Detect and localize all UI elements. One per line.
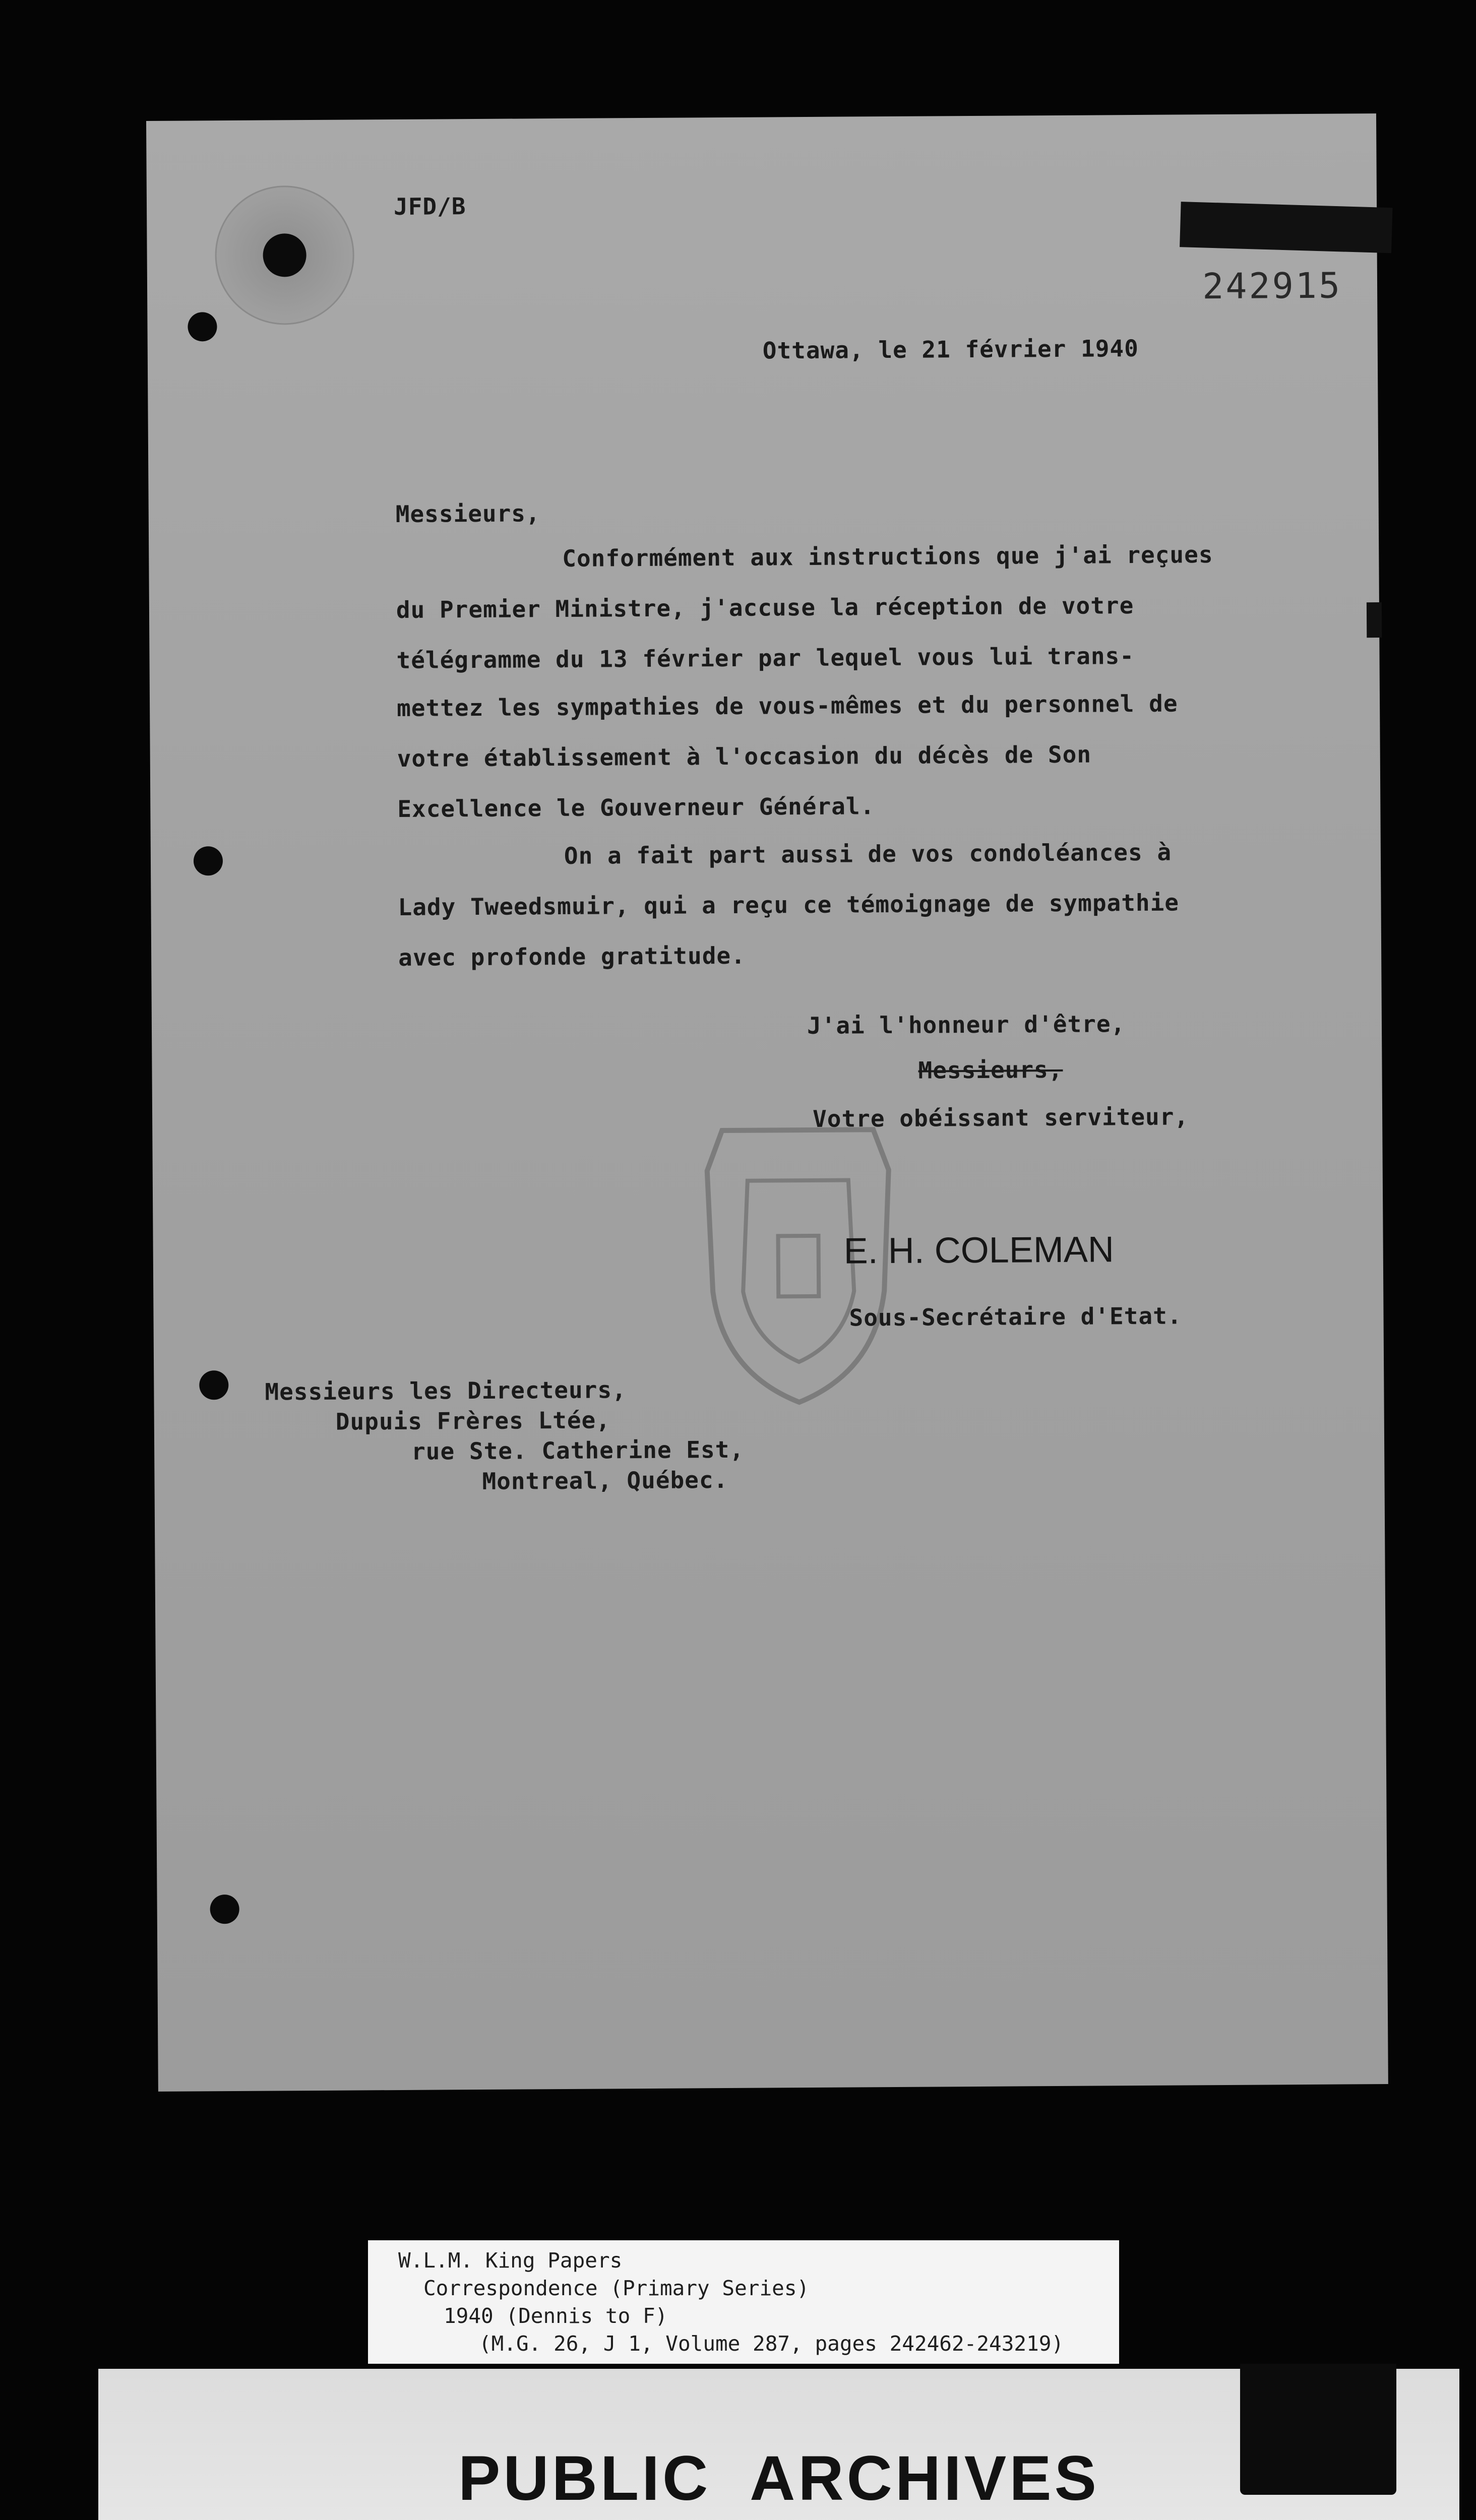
body-line: Excellence le Gouverneur Général. [397,792,875,823]
address-line: Messieurs les Directeurs, [265,1376,627,1406]
punch-hole-reinforcer [215,185,355,325]
body-line: du Premier Ministre, j'accuse la réception de votre [396,592,1134,623]
black-tab [1180,202,1392,253]
salutation: Messieurs, [395,499,540,528]
body-line: Conformément aux instructions que j'ai reçues [562,541,1213,572]
punch-hole [199,1370,228,1400]
body-line: avec profonde gratitude. [398,941,746,971]
archive-label-card [368,2240,1119,2364]
body-line: télégramme du 13 février par lequel vous lui trans- [396,642,1135,674]
date-line: Ottawa, le 21 février 1940 [762,334,1139,364]
archive-label-line: Correspondence (Primary Series) [423,2276,810,2300]
page-stamp-number: 242915 [1202,265,1342,307]
address-line: Montreal, Québec. [482,1466,728,1495]
body-line: On a fait part aussi de vos condoléances à [564,838,1172,869]
banner-title-english: PUBLIC ARCHIVES [458,2443,1100,2513]
address-line: rue Ste. Catherine Est, [411,1435,745,1465]
address-line: Dupuis Frères Ltée, [335,1406,611,1435]
signature-name-stamp: E. H. COLEMAN [843,1229,1115,1272]
reference-code: JFD/B [393,193,466,221]
letter-page [146,113,1388,2092]
punch-hole [188,312,217,341]
body-line: votre établissement à l'occasion du décès de Son [397,740,1092,772]
punch-hole [210,1895,239,1924]
edge-notch [1367,602,1382,638]
closing-line: Votre obéissant serviteur, [812,1103,1189,1132]
body-line: Lady Tweedsmuir, qui a reçu ce témoignage de sympathie [398,889,1180,921]
archive-label-line: 1940 (Dennis to F) [444,2304,668,2328]
archive-label-line: W.L.M. King Papers [398,2248,623,2273]
archive-label-line: (M.G. 26, J 1, Volume 287, pages 242462-243219) [479,2332,1064,2356]
punch-hole [263,233,306,277]
black-clip [1240,2364,1396,2495]
punch-hole [194,846,223,875]
body-line: mettez les sympathies de vous-mêmes et du personnel de [396,689,1178,722]
closing-line: J'ai l'honneur d'être, [807,1010,1126,1040]
signature-title: Sous-Secrétaire d'Etat. [849,1302,1182,1332]
closing-line-struck: Messieurs, [918,1055,1063,1084]
